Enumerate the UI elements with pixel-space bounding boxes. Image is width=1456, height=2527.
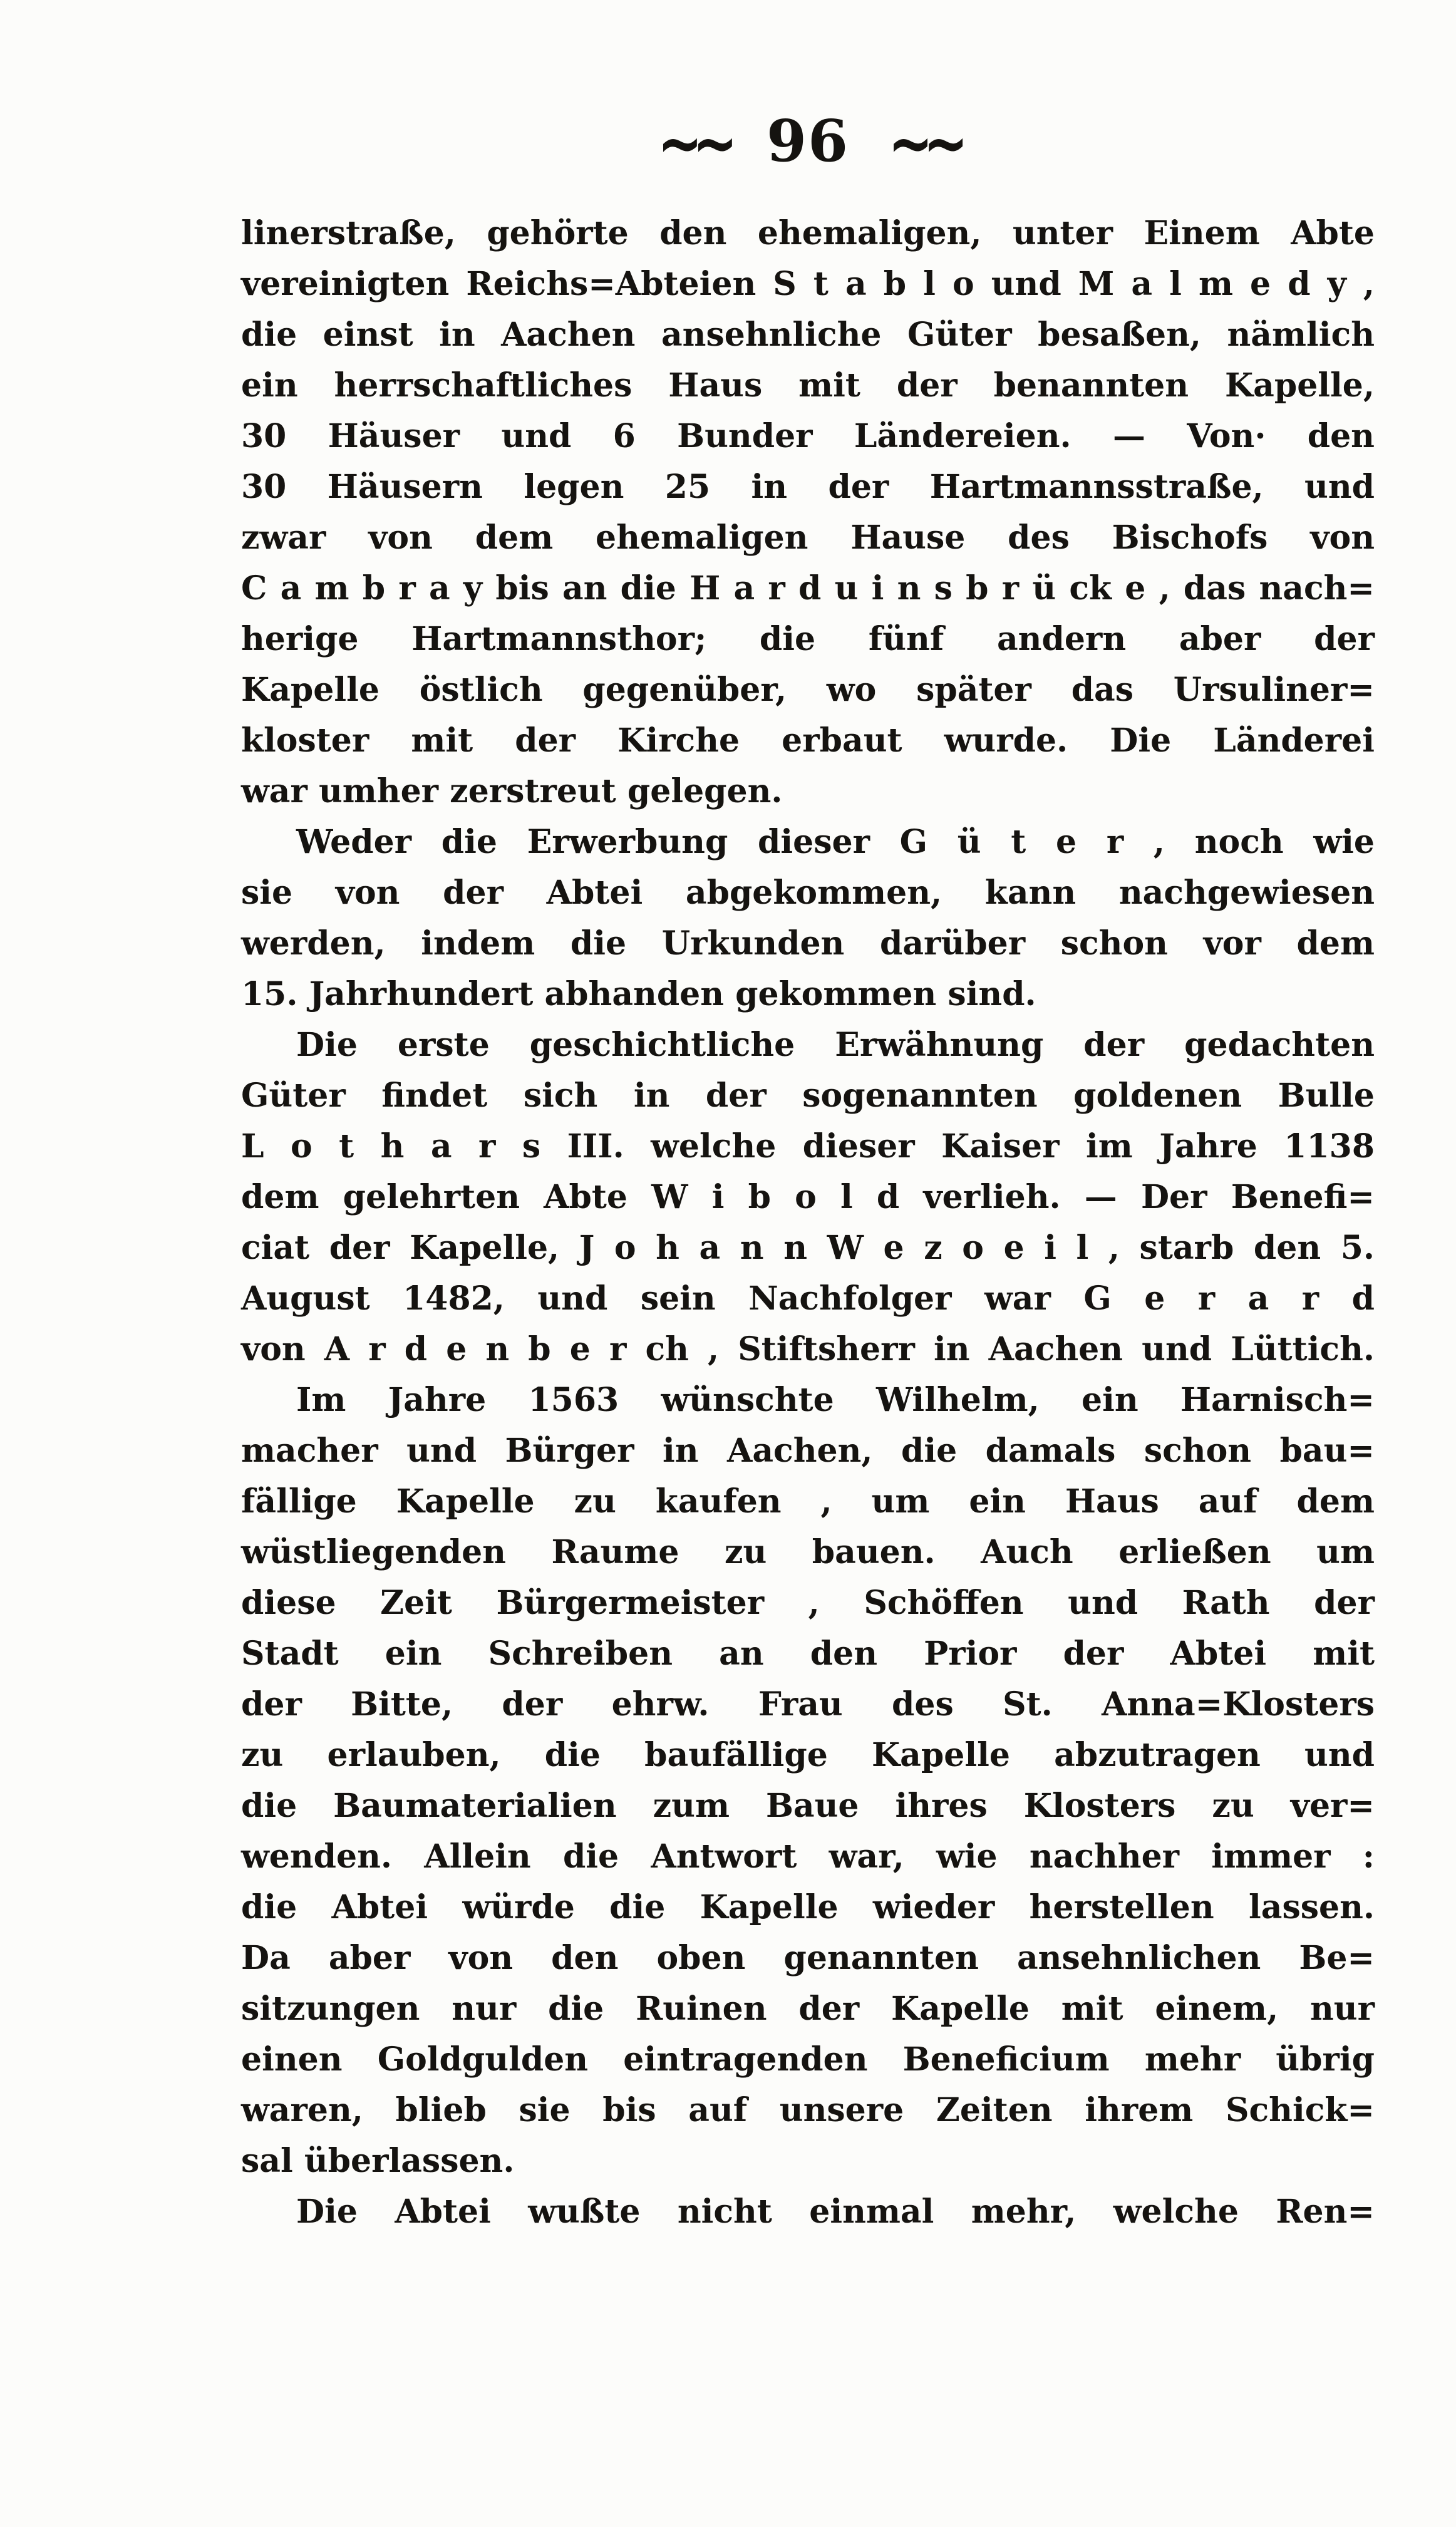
text-line: linerstraße, gehörte den ehemaligen, unter Einem Abte: [241, 214, 1375, 252]
text-line: sie von der Abtei abgekommen, kann nachgewiesen: [241, 874, 1375, 912]
text-line: zu erlauben, die baufällige Kapelle abzutragen und: [241, 1736, 1375, 1774]
text-line: Güter findet sich in der sogenannten goldenen Bulle: [241, 1077, 1375, 1115]
text-line: wenden. Allein die Antwort war, wie nachher immer :: [241, 1837, 1375, 1876]
text-line: Die Abtei wußte nicht einmal mehr, welche Ren=: [296, 2193, 1375, 2231]
page-number: 96: [766, 107, 850, 175]
text-line: Da aber von den oben genannten ansehnlichen Be=: [241, 1939, 1375, 1977]
text-line: wüstliegenden Raume zu bauen. Auch erließen um: [241, 1533, 1375, 1571]
text-line: ciat der Kapelle, J o h a n n W e z o e i l , starb den 5.: [241, 1229, 1375, 1267]
page-body: [241, 208, 1375, 2237]
text-line: vereinigten Reichs=Abteien S t a b l o und M a l m e d y ,: [241, 265, 1375, 303]
text-line: Im Jahre 1563 wünschte Wilhelm, ein Harnisch=: [296, 1381, 1375, 1419]
text-line: 15. Jahrhundert abhanden gekommen sind.: [241, 975, 1036, 1013]
text-line: herige Hartmannsthor; die fünf andern aber der: [241, 620, 1375, 658]
text-line: Kapelle östlich gegenüber, wo später das Ursuliner=: [241, 671, 1375, 709]
text-line: sal überlassen.: [241, 2142, 515, 2180]
text-line: August 1482, und sein Nachfolger war G e r a r d: [241, 1279, 1375, 1318]
text-line: die Abtei würde die Kapelle wieder herstellen lassen.: [241, 1888, 1375, 1926]
text-line: 30 Häusern legen 25 in der Hartmannsstraße, und: [241, 468, 1375, 506]
text-line: war umher zerstreut gelegen.: [241, 772, 783, 810]
text-line: ein herrschaftliches Haus mit der benannten Kapelle,: [241, 366, 1375, 405]
text-line: 30 Häuser und 6 Bunder Ländereien. — Von· den: [241, 417, 1375, 455]
text-line: sitzungen nur die Ruinen der Kapelle mit einem, nur: [241, 1990, 1375, 2028]
text-line: Stadt ein Schreiben an den Prior der Abtei mit: [241, 1635, 1375, 1673]
text-line: zwar von dem ehemaligen Hause des Bischofs von: [241, 519, 1375, 557]
text-line: Die erste geschichtliche Erwähnung der gedachten: [296, 1026, 1375, 1064]
text-line: dem gelehrten Abte W i b o l d verlieh. — Der Benefi=: [241, 1178, 1375, 1216]
text-line: C a m b r a y bis an die H a r d u i n s b r ü ck e , das nach=: [241, 569, 1375, 607]
text-line: der Bitte, der ehrw. Frau des St. Anna=Klosters: [241, 1685, 1375, 1723]
text-line: die Baumaterialien zum Baue ihres Klosters zu ver=: [241, 1787, 1375, 1825]
page-header: [241, 104, 1375, 183]
text-line: L o t h a r s III. welche dieser Kaiser im Jahre 1138: [241, 1127, 1375, 1165]
text-line: werden, indem die Urkunden darüber schon vor dem: [241, 924, 1375, 963]
text-line: die einst in Aachen ansehnliche Güter besaßen, nämlich: [241, 316, 1375, 354]
text-line: waren, blieb sie bis auf unsere Zeiten ihrem Schick=: [241, 2091, 1375, 2129]
text-line: fällige Kapelle zu kaufen , um ein Haus auf dem: [241, 1482, 1375, 1521]
ornament-left: ~~: [657, 104, 728, 183]
text-line: von A r d e n b e r ch , Stiftsherr in Aachen und Lüttich.: [241, 1330, 1375, 1368]
text-line: diese Zeit Bürgermeister , Schöffen und Rath der: [241, 1584, 1375, 1622]
ornament-right: ~~: [888, 104, 959, 183]
text-line: kloster mit der Kirche erbaut wurde. Die Länderei: [241, 721, 1375, 760]
text-line: Weder die Erwerbung dieser G ü t e r , noch wie: [296, 823, 1375, 861]
text-line: macher und Bürger in Aachen, die damals schon bau=: [241, 1432, 1375, 1470]
text-line: einen Goldgulden eintragenden Beneficium mehr übrig: [241, 2040, 1375, 2079]
